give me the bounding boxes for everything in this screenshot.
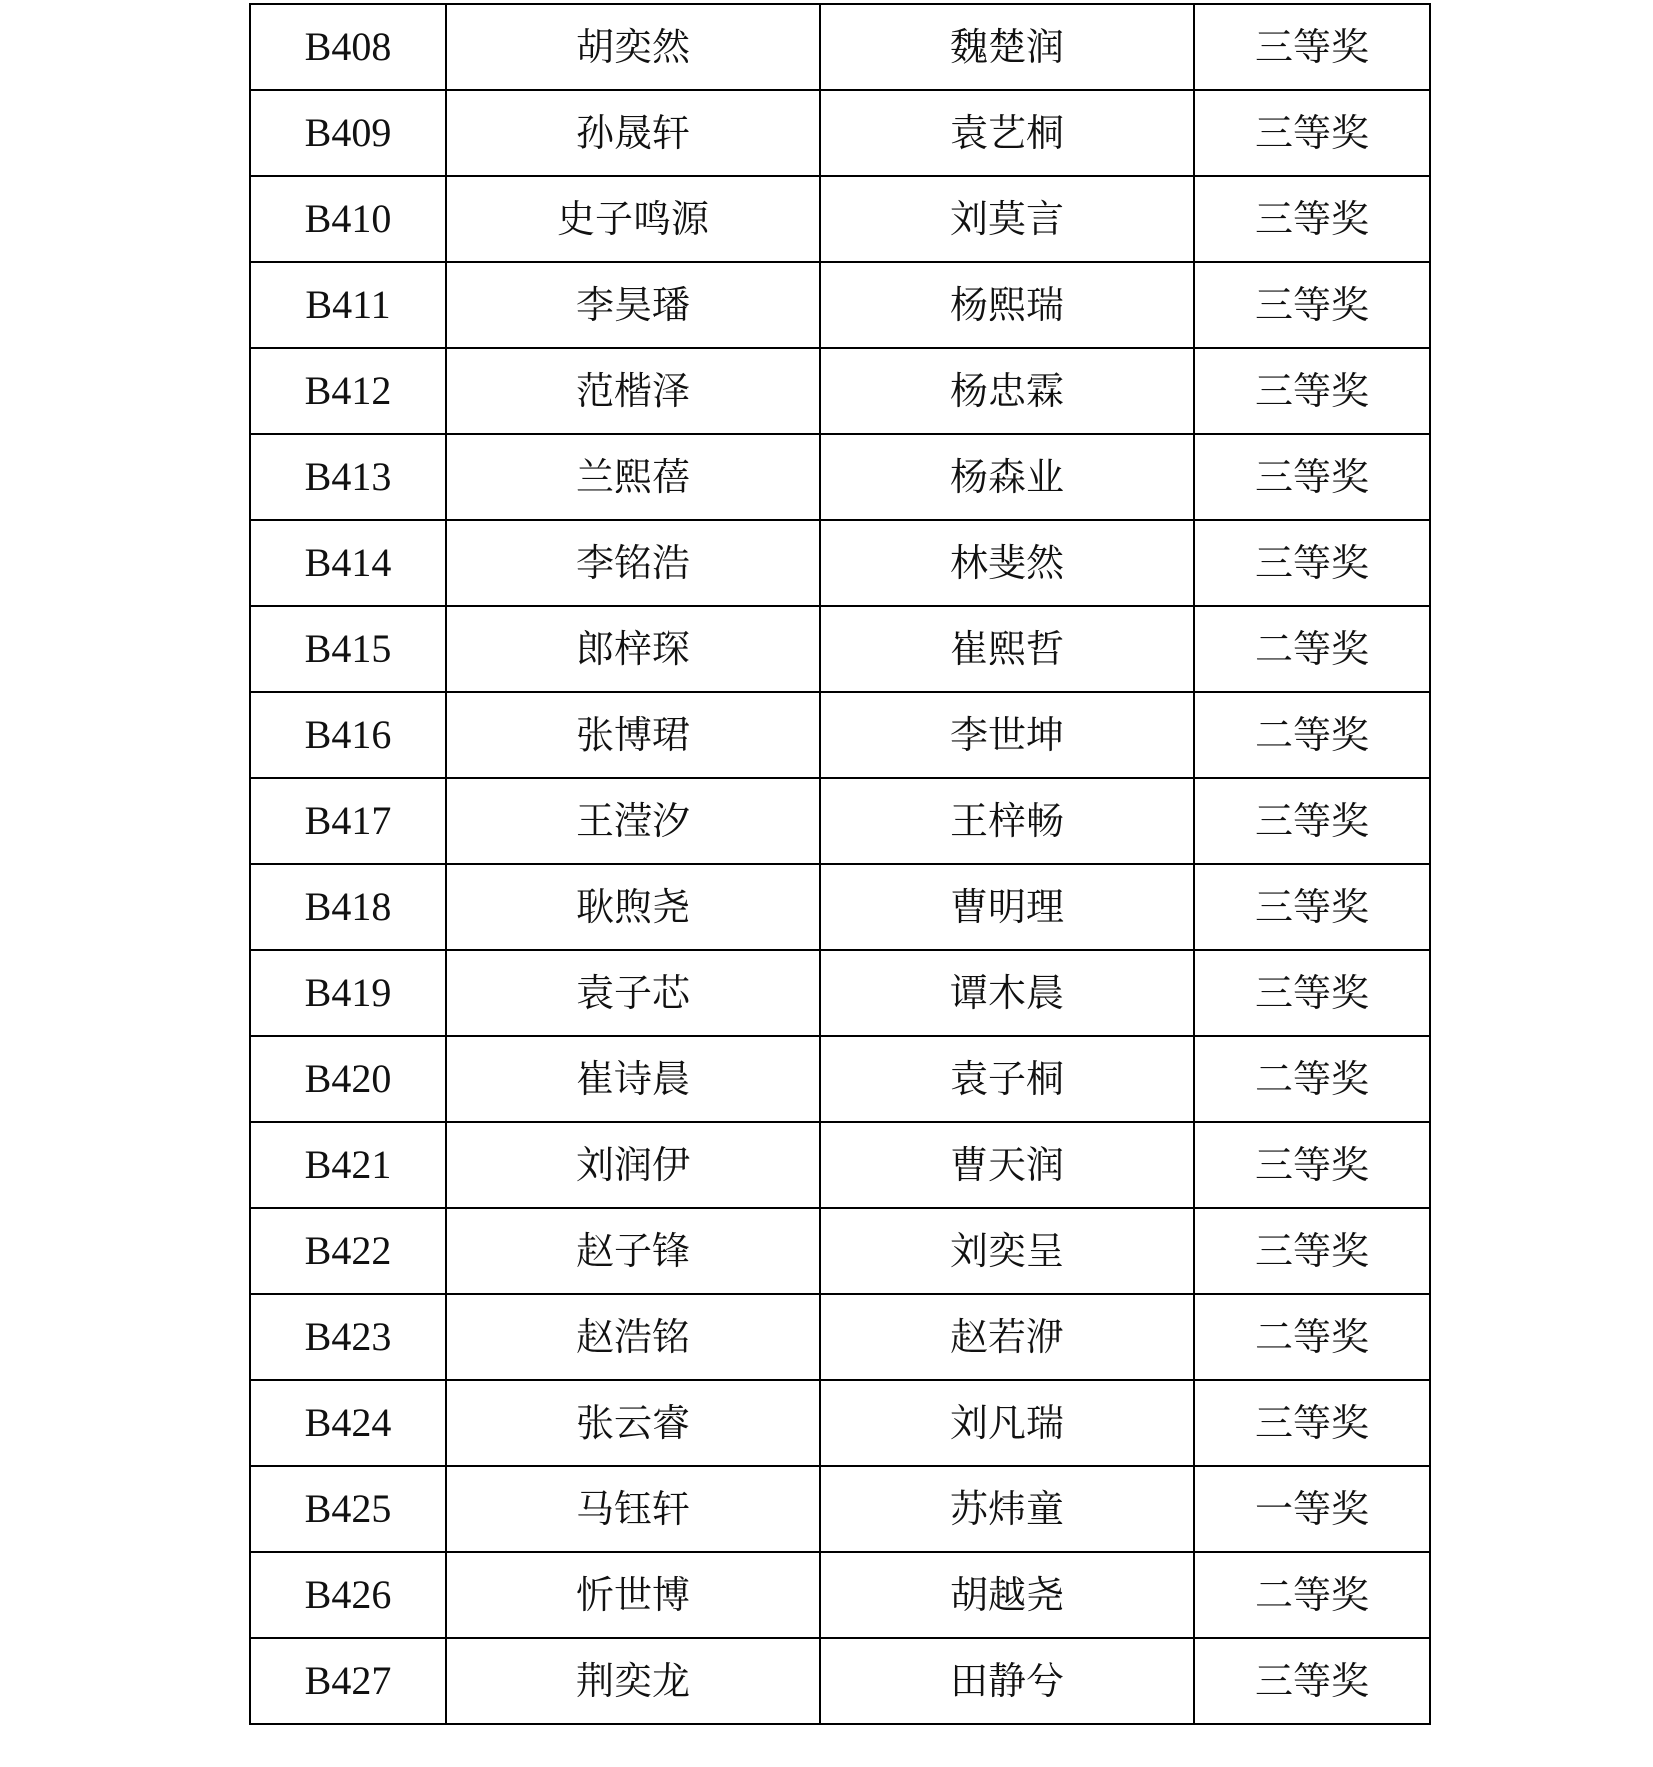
student-1-name-cell: 张云睿 — [446, 1380, 820, 1466]
student-1-name-cell: 刘润伊 — [446, 1122, 820, 1208]
student-1-name-cell: 荆奕龙 — [446, 1638, 820, 1724]
award-cell: 二等奖 — [1194, 1552, 1430, 1638]
award-cell: 二等奖 — [1194, 692, 1430, 778]
entry-code-cell: B426 — [250, 1552, 446, 1638]
student-1-name-cell: 赵浩铭 — [446, 1294, 820, 1380]
student-1-name-cell: 郎梓琛 — [446, 606, 820, 692]
student-1-name-cell: 胡奕然 — [446, 4, 820, 90]
award-cell: 三等奖 — [1194, 434, 1430, 520]
table-row — [250, 520, 1430, 606]
student-1-name-cell: 李铭浩 — [446, 520, 820, 606]
award-cell: 二等奖 — [1194, 1036, 1430, 1122]
entry-code-cell: B415 — [250, 606, 446, 692]
award-cell: 三等奖 — [1194, 864, 1430, 950]
table-row — [250, 90, 1430, 176]
entry-code-cell: B410 — [250, 176, 446, 262]
award-cell: 三等奖 — [1194, 950, 1430, 1036]
entry-code-cell: B427 — [250, 1638, 446, 1724]
award-cell: 三等奖 — [1194, 520, 1430, 606]
award-cell: 三等奖 — [1194, 1380, 1430, 1466]
student-2-name-cell: 袁子桐 — [820, 1036, 1194, 1122]
student-2-name-cell: 田静兮 — [820, 1638, 1194, 1724]
student-2-name-cell: 李世坤 — [820, 692, 1194, 778]
student-1-name-cell: 孙晟轩 — [446, 90, 820, 176]
table-row — [250, 4, 1430, 90]
entry-code-cell: B412 — [250, 348, 446, 434]
entry-code-cell: B422 — [250, 1208, 446, 1294]
student-1-name-cell: 王滢汐 — [446, 778, 820, 864]
student-1-name-cell: 耿煦尧 — [446, 864, 820, 950]
table-row — [250, 1208, 1430, 1294]
table-row — [250, 262, 1430, 348]
table-row — [250, 1380, 1430, 1466]
table-row — [250, 1466, 1430, 1552]
entry-code-cell: B420 — [250, 1036, 446, 1122]
student-1-name-cell: 忻世博 — [446, 1552, 820, 1638]
award-cell: 三等奖 — [1194, 90, 1430, 176]
award-cell: 三等奖 — [1194, 1122, 1430, 1208]
student-2-name-cell: 刘奕呈 — [820, 1208, 1194, 1294]
student-2-name-cell: 胡越尧 — [820, 1552, 1194, 1638]
award-cell: 三等奖 — [1194, 1638, 1430, 1724]
table-row — [250, 1294, 1430, 1380]
award-cell: 二等奖 — [1194, 1294, 1430, 1380]
student-2-name-cell: 魏楚润 — [820, 4, 1194, 90]
entry-code-cell: B409 — [250, 90, 446, 176]
student-2-name-cell: 谭木晨 — [820, 950, 1194, 1036]
student-2-name-cell: 苏炜童 — [820, 1466, 1194, 1552]
student-2-name-cell: 曹天润 — [820, 1122, 1194, 1208]
award-cell: 三等奖 — [1194, 1208, 1430, 1294]
student-2-name-cell: 杨熙瑞 — [820, 262, 1194, 348]
student-2-name-cell: 刘莫言 — [820, 176, 1194, 262]
entry-code-cell: B418 — [250, 864, 446, 950]
student-2-name-cell: 杨忠霖 — [820, 348, 1194, 434]
entry-code-cell: B423 — [250, 1294, 446, 1380]
student-2-name-cell: 赵若洢 — [820, 1294, 1194, 1380]
table-row — [250, 1552, 1430, 1638]
student-2-name-cell: 崔熙哲 — [820, 606, 1194, 692]
table-row — [250, 176, 1430, 262]
entry-code-cell: B411 — [250, 262, 446, 348]
student-2-name-cell: 王梓畅 — [820, 778, 1194, 864]
student-1-name-cell: 史子鸣源 — [446, 176, 820, 262]
table-row — [250, 1122, 1430, 1208]
student-1-name-cell: 李昊璠 — [446, 262, 820, 348]
entry-code-cell: B414 — [250, 520, 446, 606]
table-row — [250, 778, 1430, 864]
table-row — [250, 692, 1430, 778]
student-1-name-cell: 兰熙蓓 — [446, 434, 820, 520]
student-1-name-cell: 崔诗晨 — [446, 1036, 820, 1122]
award-cell: 三等奖 — [1194, 262, 1430, 348]
table-row — [250, 434, 1430, 520]
table-row — [250, 606, 1430, 692]
student-1-name-cell: 范楷泽 — [446, 348, 820, 434]
entry-code-cell: B424 — [250, 1380, 446, 1466]
entry-code-cell: B421 — [250, 1122, 446, 1208]
table-row — [250, 950, 1430, 1036]
table-row — [250, 864, 1430, 950]
award-cell: 二等奖 — [1194, 606, 1430, 692]
award-cell: 三等奖 — [1194, 348, 1430, 434]
award-cell: 三等奖 — [1194, 176, 1430, 262]
entry-code-cell: B419 — [250, 950, 446, 1036]
student-1-name-cell: 赵子锋 — [446, 1208, 820, 1294]
award-cell: 三等奖 — [1194, 778, 1430, 864]
student-1-name-cell: 马钰轩 — [446, 1466, 820, 1552]
entry-code-cell: B425 — [250, 1466, 446, 1552]
student-2-name-cell: 杨森业 — [820, 434, 1194, 520]
award-table-body — [250, 4, 1430, 1724]
student-2-name-cell: 刘凡瑞 — [820, 1380, 1194, 1466]
table-row — [250, 1638, 1430, 1724]
award-table — [249, 3, 1431, 1725]
student-1-name-cell: 袁子芯 — [446, 950, 820, 1036]
table-row — [250, 1036, 1430, 1122]
entry-code-cell: B413 — [250, 434, 446, 520]
entry-code-cell: B417 — [250, 778, 446, 864]
award-cell: 三等奖 — [1194, 4, 1430, 90]
award-cell: 一等奖 — [1194, 1466, 1430, 1552]
entry-code-cell: B416 — [250, 692, 446, 778]
student-2-name-cell: 袁艺桐 — [820, 90, 1194, 176]
student-2-name-cell: 林斐然 — [820, 520, 1194, 606]
table-row — [250, 348, 1430, 434]
entry-code-cell: B408 — [250, 4, 446, 90]
student-1-name-cell: 张博珺 — [446, 692, 820, 778]
student-2-name-cell: 曹明理 — [820, 864, 1194, 950]
